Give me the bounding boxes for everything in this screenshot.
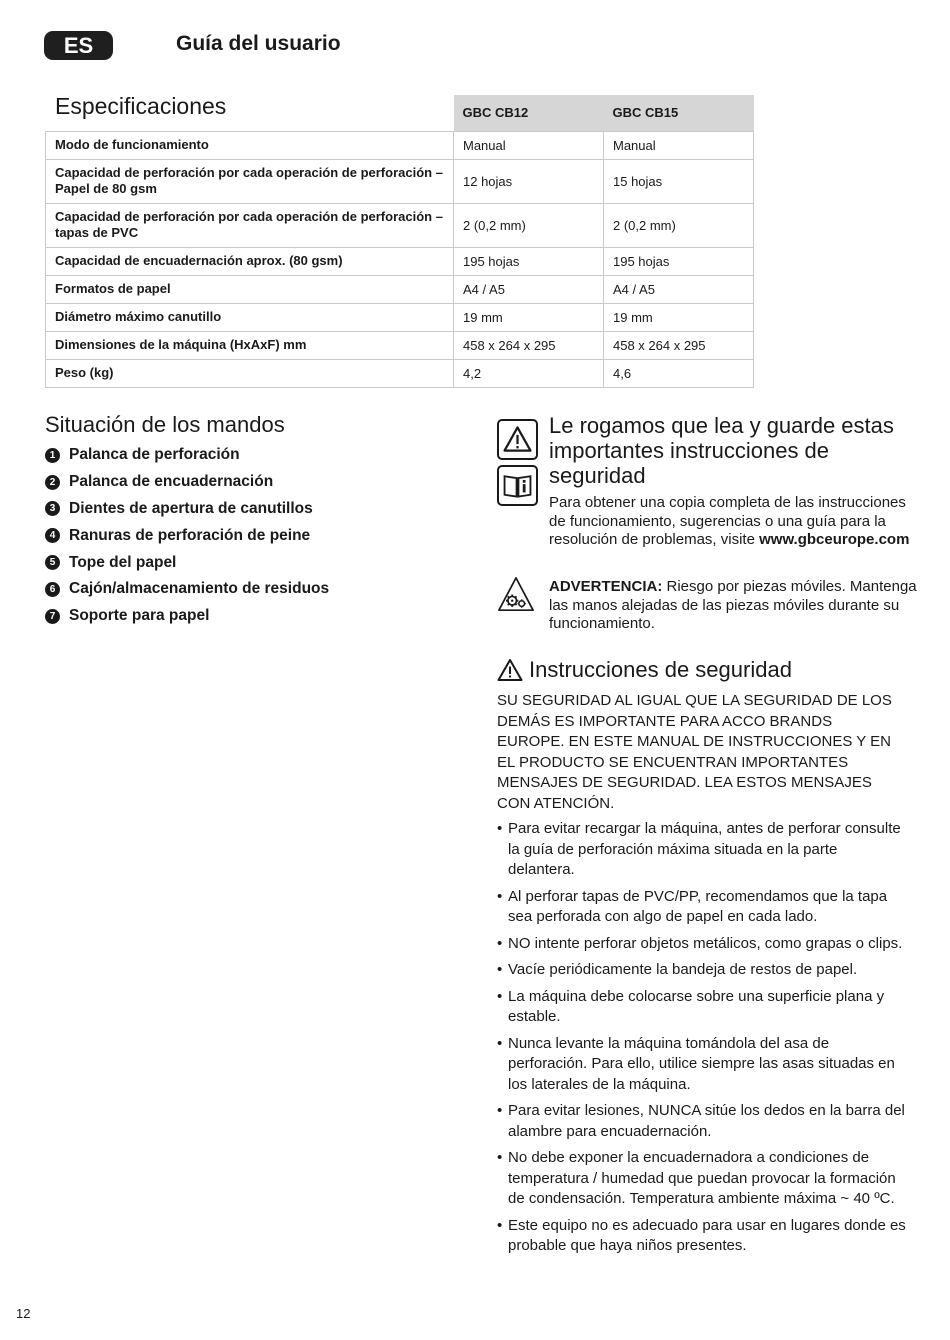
safety-heading	[497, 657, 792, 683]
table-row	[46, 275, 754, 303]
number-badge: 4	[45, 528, 60, 543]
spec-value-cb12: Manual	[454, 131, 604, 159]
bullet: •	[497, 987, 503, 1005]
spec-value-cb12: 4,2	[454, 359, 604, 387]
table-row	[46, 203, 754, 247]
spec-value-cb12: A4 / A5	[454, 275, 604, 303]
bullet: •	[497, 1216, 503, 1234]
list-item	[45, 496, 329, 523]
safety-list	[497, 819, 907, 1263]
safety-title: Instrucciones de seguridad	[529, 657, 792, 682]
bullet: •	[497, 961, 503, 978]
warning-text	[549, 578, 919, 634]
list-item	[45, 576, 329, 603]
number-badge: 7	[45, 609, 60, 624]
list-item	[497, 1101, 907, 1142]
list-item	[497, 960, 907, 981]
control-label: Soporte para papel	[69, 607, 210, 625]
control-label: Ranuras de perforación de peine	[69, 526, 311, 544]
list-item	[497, 1148, 907, 1210]
table-row	[46, 131, 754, 159]
spec-label: Dimensiones de la máquina (HxAxF) mm	[46, 331, 454, 359]
control-label: Cajón/almacenamiento de residuos	[69, 580, 330, 598]
warning-triangle-icon	[497, 658, 523, 682]
spec-value-cb15: 195 hojas	[604, 247, 754, 275]
controls-title: Situación de los mandos	[45, 412, 285, 437]
control-label: Palanca de encuadernación	[69, 473, 274, 491]
table-row	[46, 331, 754, 359]
spec-value-cb12: 195 hojas	[454, 247, 604, 275]
safety-item-text: Vacíe periódicamente la bandeja de restos de papel.	[508, 961, 858, 978]
number-badge: 5	[45, 555, 60, 570]
spec-label: Capacidad de perforación por cada operación de perforación – Papel de 80 gsm	[46, 159, 454, 203]
warning-triangle-icon	[497, 419, 538, 460]
warning-label: ADVERTENCIA:	[549, 578, 663, 595]
guide-title: Guía del usuario	[176, 32, 341, 55]
manual-info-icon	[497, 465, 538, 506]
specifications-title: Especificaciones	[55, 93, 227, 119]
spec-value-cb15: A4 / A5	[604, 275, 754, 303]
notice-text	[549, 494, 919, 550]
bullet: •	[497, 820, 503, 837]
safety-item-text: La máquina debe colocarse sobre una superficie plana y estable.	[508, 987, 885, 1025]
safety-item-text: NO intente perforar objetos metálicos, como grapas o clips.	[508, 934, 903, 952]
number-badge: 1	[45, 448, 60, 463]
list-item	[45, 442, 329, 469]
number-badge: 2	[45, 475, 60, 490]
bullet: •	[497, 1034, 503, 1052]
model-header-cb15: GBC CB15	[604, 95, 754, 131]
list-item	[497, 1034, 907, 1096]
safety-item-text: Nunca levante la máquina tomándola del asa de perforación. Para ello, utilice siempre las asas situadas en los laterales de la máquina.	[508, 1034, 895, 1093]
list-item	[45, 603, 329, 630]
table-row	[46, 359, 754, 387]
number-badge: 3	[45, 501, 60, 516]
spec-value-cb15: 4,6	[604, 359, 754, 387]
list-item	[45, 469, 329, 496]
safety-item-text: Este equipo no es adecuado para usar en lugares donde es probable que haya niños presentes.	[508, 1216, 906, 1254]
notice-title: Le rogamos que lea y guarde estas importantes instrucciones de seguridad	[549, 413, 894, 488]
controls-list	[45, 442, 329, 630]
warning-body: Riesgo por piezas móviles. Mantenga las manos alejadas de las piezas móviles durante su funcionamiento.	[549, 578, 917, 632]
control-label: Tope del papel	[69, 553, 177, 571]
spec-value-cb12: 458 x 264 x 295	[454, 331, 604, 359]
table-row	[46, 247, 754, 275]
number-badge: 6	[45, 582, 60, 597]
list-item	[497, 819, 907, 881]
spec-value-cb12: 19 mm	[454, 303, 604, 331]
safety-item-text: Al perforar tapas de PVC/PP, recomendamos que la tapa sea perforada con algo de papel en cada lado.	[508, 887, 888, 925]
bullet: •	[497, 1149, 503, 1166]
safety-item-text: No debe exponer la encuadernadora a condiciones de temperatura / humedad que puedan provocar la formación de condensación. Temperatura ambiente máxima ~ 40 ºC.	[508, 1149, 896, 1207]
safety-item-text: Para evitar recargar la máquina, antes de perforar consulte la guía de perforación máxima situada en la parte delantera.	[508, 820, 901, 878]
table-row	[46, 303, 754, 331]
spec-label: Capacidad de encuadernación aprox. (80 gsm)	[46, 247, 454, 275]
spec-value-cb15: Manual	[604, 131, 754, 159]
language-badge: ES	[44, 31, 113, 60]
spec-value-cb15: 19 mm	[604, 303, 754, 331]
safety-item-text: Para evitar lesiones, NUNCA sitúe los dedos en la barra del alambre para encuadernación.	[508, 1102, 905, 1140]
bullet: •	[497, 1102, 503, 1119]
spec-label: Peso (kg)	[46, 359, 454, 387]
spec-value-cb15: 2 (0,2 mm)	[604, 203, 754, 247]
list-item	[45, 549, 329, 576]
list-item	[45, 522, 329, 549]
spec-value-cb15: 458 x 264 x 295	[604, 331, 754, 359]
list-item	[497, 1216, 907, 1257]
spec-label: Formatos de papel	[46, 275, 454, 303]
moving-parts-gears-icon	[497, 576, 535, 614]
notice-body: Para obtener una copia completa de las instrucciones de funcionamiento, sugerencias o una guía para la resolución de problemas, visite	[549, 494, 906, 548]
spec-value-cb12: 2 (0,2 mm)	[454, 203, 604, 247]
spec-label: Modo de funcionamiento	[46, 131, 454, 159]
model-header-cb12: GBC CB12	[454, 95, 604, 131]
table-row	[46, 159, 754, 203]
spec-value-cb12: 12 hojas	[454, 159, 604, 203]
specifications-table	[45, 95, 754, 388]
controls-section	[45, 412, 329, 630]
list-item	[497, 987, 907, 1028]
control-label: Dientes de apertura de canutillos	[69, 499, 313, 517]
list-item	[497, 887, 907, 928]
page-number: 12	[16, 1306, 31, 1321]
spec-label: Diámetro máximo canutillo	[46, 303, 454, 331]
safety-intro: SU SEGURIDAD AL IGUAL QUE LA SEGURIDAD DE LOS DEMÁS ES IMPORTANTE PARA ACCO BRANDS EUROPE. EN ESTE MANUAL DE INSTRUCCIONES Y EN EL PRODUCTO SE ENCUENTRAN IMPORTANTES MENSAJES DE SEGURIDAD. LEA ESTOS MENSAJES CON ATENCIÓN.	[497, 692, 892, 812]
spec-value-cb15: 15 hojas	[604, 159, 754, 203]
spec-label: Capacidad de perforación por cada operación de perforación – tapas de PVC	[46, 203, 454, 247]
bullet: •	[497, 887, 503, 905]
website-link[interactable]: www.gbceurope.com	[759, 531, 910, 548]
bullet: •	[497, 934, 503, 952]
control-label: Palanca de perforación	[69, 446, 240, 464]
list-item	[497, 934, 907, 955]
